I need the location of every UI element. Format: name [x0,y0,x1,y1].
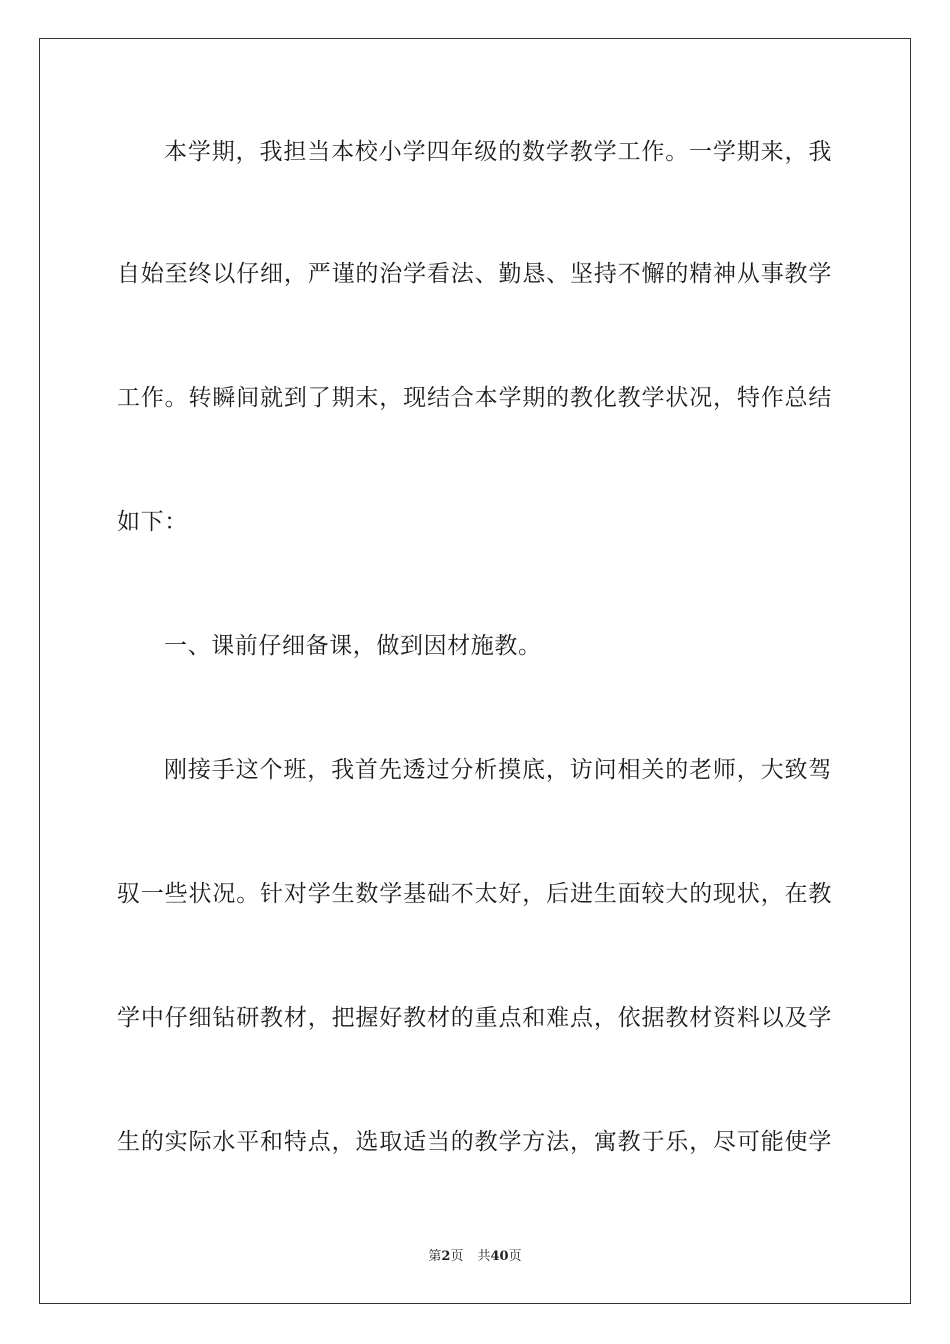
paragraph-1-line-1: 本学期，我担当本校小学四年级的数学教学工作。一学期来，我 [164,139,832,165]
total-prefix: 共 [477,1249,491,1264]
page-border [39,38,911,1304]
paragraph-2-line-4: 生的实际水平和特点，选取适当的教学方法，寓教于乐，尽可能使学 [117,1129,832,1155]
paragraph-2-line-3: 学中仔细钻研教材，把握好教材的重点和难点，依据教材资料以及学 [117,1005,832,1031]
page-number: 2 [441,1249,451,1264]
page-suffix: 页 [450,1249,464,1264]
total-pages: 40 [490,1249,509,1264]
total-suffix: 页 [508,1249,522,1264]
paragraph-1-line-2: 自始至终以仔细，严谨的治学看法、勤恳、坚持不懈的精神从事教学 [117,261,832,287]
paragraph-1-line-3: 工作。转瞬间就到了期末，现结合本学期的教化教学状况，特作总结 [117,385,832,411]
paragraph-2-line-1: 刚接手这个班，我首先透过分析摸底，访问相关的老师，大致驾 [164,757,832,783]
section-heading-1: 一、课前仔细备课，做到因材施教。 [164,633,542,659]
paragraph-1-line-4: 如下： [117,509,188,535]
page-footer [0,1248,950,1266]
paragraph-2-line-2: 驭一些状况。针对学生数学基础不太好，后进生面较大的现状，在教 [117,881,832,907]
page-prefix: 第 [428,1249,442,1264]
